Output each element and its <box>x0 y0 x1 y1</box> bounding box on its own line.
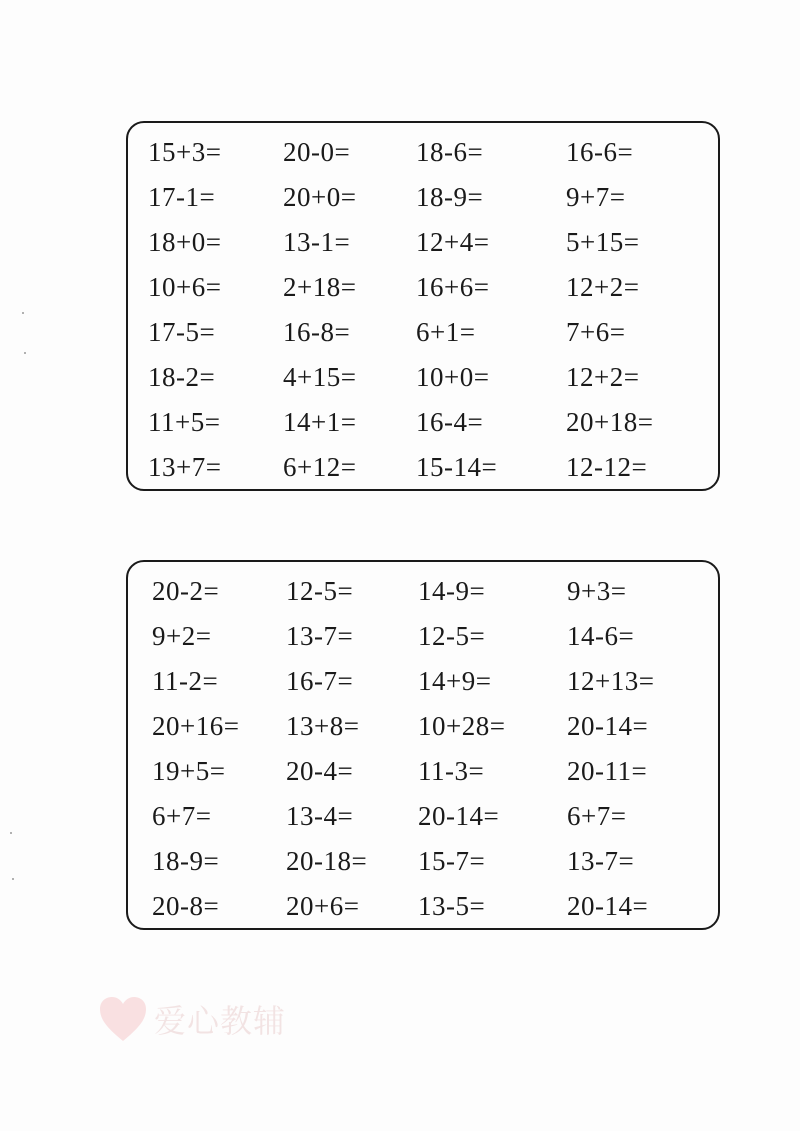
math-problem: 14-6= <box>567 621 635 651</box>
math-problem: 18-9= <box>416 182 484 212</box>
math-problem: 6+7= <box>567 801 627 831</box>
math-problem: 13-7= <box>567 846 635 876</box>
math-problem: 13+7= <box>148 452 222 482</box>
math-problem: 9+2= <box>152 621 212 651</box>
math-problem: 4+15= <box>283 362 357 392</box>
math-problem: 12+4= <box>416 227 490 257</box>
math-problem: 20-14= <box>567 711 649 741</box>
math-problem: 20+0= <box>283 182 357 212</box>
math-problem: 13-7= <box>286 621 354 651</box>
scan-speck <box>22 312 24 314</box>
math-problem: 15+3= <box>148 137 222 167</box>
math-problem: 20-8= <box>152 891 220 921</box>
math-problem: 11-3= <box>418 756 485 786</box>
math-problem: 18-2= <box>148 362 216 392</box>
math-problem: 9+3= <box>567 576 627 606</box>
math-problem: 20-18= <box>286 846 368 876</box>
math-problem: 20-4= <box>286 756 354 786</box>
watermark-text: 爱心教辅 <box>154 1002 287 1040</box>
math-problem: 20+16= <box>152 711 240 741</box>
math-problem: 12-12= <box>566 452 648 482</box>
math-problem: 18+0= <box>148 227 222 257</box>
math-problem: 16-4= <box>416 407 484 437</box>
math-problem: 12+2= <box>566 362 640 392</box>
watermark <box>98 995 286 1043</box>
scan-speck <box>12 878 14 880</box>
math-problem: 20-14= <box>418 801 500 831</box>
math-problem: 14-9= <box>418 576 486 606</box>
math-problem: 11+5= <box>148 407 221 437</box>
math-problem: 10+6= <box>148 272 222 302</box>
math-problem: 18-9= <box>152 846 220 876</box>
math-problem: 20+18= <box>566 407 654 437</box>
math-problem: 16-7= <box>286 666 354 696</box>
math-problem: 17-1= <box>148 182 216 212</box>
math-problem: 14+1= <box>283 407 357 437</box>
math-problem: 10+0= <box>416 362 490 392</box>
math-problem: 20-0= <box>283 137 351 167</box>
math-problem: 12-5= <box>418 621 486 651</box>
math-problem: 12+2= <box>566 272 640 302</box>
math-problem: 16-6= <box>566 137 634 167</box>
math-problem: 20+6= <box>286 891 360 921</box>
math-problem: 14+9= <box>418 666 492 696</box>
math-problem: 5+15= <box>566 227 640 257</box>
math-problem: 15-7= <box>418 846 486 876</box>
math-problem: 18-6= <box>416 137 484 167</box>
math-problem: 19+5= <box>152 756 226 786</box>
math-problem: 20-14= <box>567 891 649 921</box>
math-problem: 12+13= <box>567 666 655 696</box>
math-problem: 12-5= <box>286 576 354 606</box>
math-problem: 9+7= <box>566 182 626 212</box>
heart-icon <box>98 995 148 1043</box>
math-problem: 17-5= <box>148 317 216 347</box>
math-problem: 2+18= <box>283 272 357 302</box>
math-problem: 20-11= <box>567 756 648 786</box>
math-problem: 13-5= <box>418 891 486 921</box>
math-problem: 13+8= <box>286 711 360 741</box>
math-problem: 6+7= <box>152 801 212 831</box>
math-problem: 6+12= <box>283 452 357 482</box>
math-problem: 13-1= <box>283 227 351 257</box>
math-problem: 15-14= <box>416 452 498 482</box>
scan-speck <box>24 352 26 354</box>
math-problem: 6+1= <box>416 317 476 347</box>
math-problem: 7+6= <box>566 317 626 347</box>
math-problem: 10+28= <box>418 711 506 741</box>
math-problem: 16-8= <box>283 317 351 347</box>
math-problem: 16+6= <box>416 272 490 302</box>
scan-speck <box>10 832 12 834</box>
math-problem: 13-4= <box>286 801 354 831</box>
math-problem: 20-2= <box>152 576 220 606</box>
math-problem: 11-2= <box>152 666 219 696</box>
